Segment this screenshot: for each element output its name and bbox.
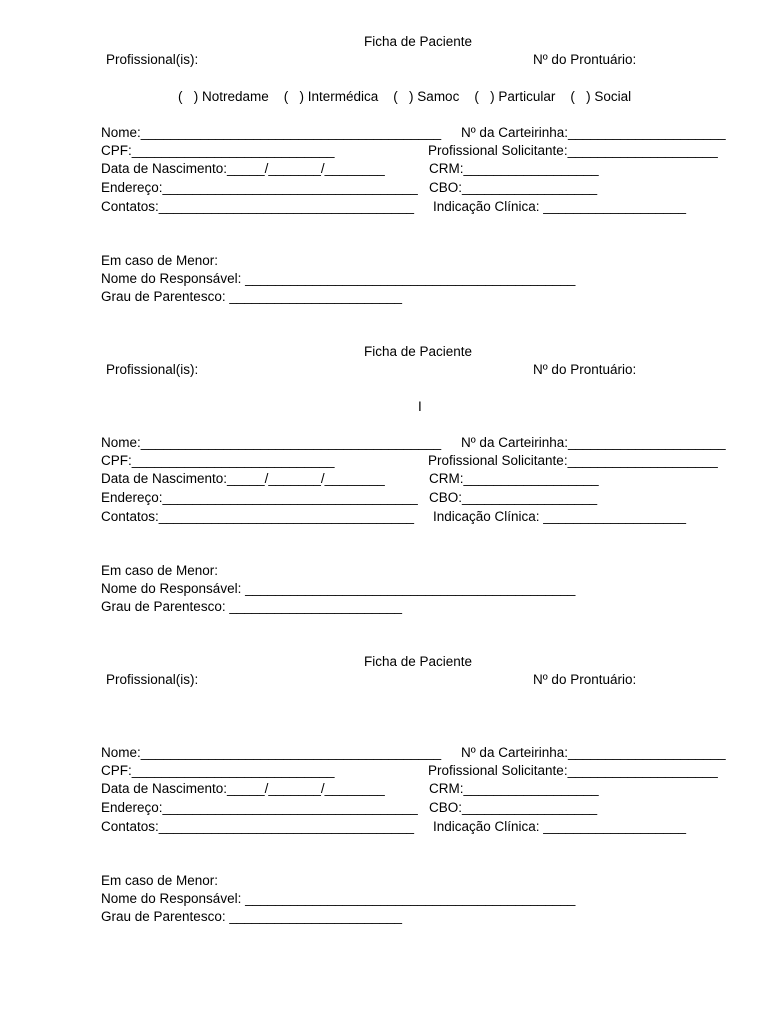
patient-form-1 bbox=[0, 30, 768, 330]
contatos-field: Contatos:__________________________________ bbox=[101, 819, 415, 834]
nome-field: Nome:________________________________________ bbox=[101, 435, 442, 450]
convenio-options: ( ) Notredame ( ) Intermédica ( ) Samoc ( ) Particular ( ) Social bbox=[178, 89, 632, 104]
prontuario-label: Nº do Prontuário: bbox=[533, 362, 637, 377]
patient-form-3 bbox=[0, 650, 768, 950]
crm-field: CRM:__________________ bbox=[429, 471, 599, 486]
menor-heading: Em caso de Menor: bbox=[101, 253, 219, 268]
data-nascimento-field: Data de Nascimento:_____/_______/________ bbox=[101, 161, 385, 176]
carteirinha-field: Nº da Carteirinha:_____________________ bbox=[461, 745, 726, 760]
text-cursor: I bbox=[418, 399, 422, 414]
cbo-field: CBO:__________________ bbox=[429, 800, 598, 815]
parentesco-field: Grau de Parentesco: _______________________ bbox=[101, 909, 403, 924]
contatos-field: Contatos:__________________________________ bbox=[101, 509, 415, 524]
cbo-field: CBO:__________________ bbox=[429, 180, 598, 195]
crm-field: CRM:__________________ bbox=[429, 161, 599, 176]
responsavel-field: Nome do Responsável: ____________________________________________ bbox=[101, 271, 576, 286]
responsavel-field: Nome do Responsável: ____________________________________________ bbox=[101, 581, 576, 596]
data-nascimento-field: Data de Nascimento:_____/_______/________ bbox=[101, 471, 385, 486]
patient-form-2 bbox=[0, 340, 768, 640]
prontuario-label: Nº do Prontuário: bbox=[533, 52, 637, 67]
indicacao-clinica-field: Indicação Clínica: ___________________ bbox=[433, 819, 686, 834]
parentesco-field: Grau de Parentesco: _______________________ bbox=[101, 289, 403, 304]
form-title: Ficha de Paciente bbox=[364, 344, 473, 359]
crm-field: CRM:__________________ bbox=[429, 781, 599, 796]
menor-heading: Em caso de Menor: bbox=[101, 563, 219, 578]
profissional-solicitante-field: Profissional Solicitante:____________________ bbox=[428, 763, 718, 778]
indicacao-clinica-field: Indicação Clínica: ___________________ bbox=[433, 509, 686, 524]
cbo-field: CBO:__________________ bbox=[429, 490, 598, 505]
cpf-field: CPF:___________________________ bbox=[101, 763, 335, 778]
cpf-field: CPF:___________________________ bbox=[101, 143, 335, 158]
prontuario-label: Nº do Prontuário: bbox=[533, 672, 637, 687]
endereco-field: Endereço:__________________________________ bbox=[101, 490, 418, 505]
form-title: Ficha de Paciente bbox=[364, 654, 473, 669]
carteirinha-field: Nº da Carteirinha:_____________________ bbox=[461, 125, 726, 140]
parentesco-field: Grau de Parentesco: _______________________ bbox=[101, 599, 403, 614]
menor-heading: Em caso de Menor: bbox=[101, 873, 219, 888]
endereco-field: Endereço:__________________________________ bbox=[101, 180, 418, 195]
nome-field: Nome:________________________________________ bbox=[101, 125, 442, 140]
profissional-solicitante-field: Profissional Solicitante:____________________ bbox=[428, 453, 718, 468]
carteirinha-field: Nº da Carteirinha:_____________________ bbox=[461, 435, 726, 450]
form-title: Ficha de Paciente bbox=[364, 34, 473, 49]
indicacao-clinica-field: Indicação Clínica: ___________________ bbox=[433, 199, 686, 214]
responsavel-field: Nome do Responsável: ____________________________________________ bbox=[101, 891, 576, 906]
contatos-field: Contatos:__________________________________ bbox=[101, 199, 415, 214]
profissional-label: Profissional(is): bbox=[106, 362, 199, 377]
cpf-field: CPF:___________________________ bbox=[101, 453, 335, 468]
nome-field: Nome:________________________________________ bbox=[101, 745, 442, 760]
profissional-label: Profissional(is): bbox=[106, 672, 199, 687]
profissional-solicitante-field: Profissional Solicitante:____________________ bbox=[428, 143, 718, 158]
endereco-field: Endereço:__________________________________ bbox=[101, 800, 418, 815]
profissional-label: Profissional(is): bbox=[106, 52, 199, 67]
data-nascimento-field: Data de Nascimento:_____/_______/________ bbox=[101, 781, 385, 796]
